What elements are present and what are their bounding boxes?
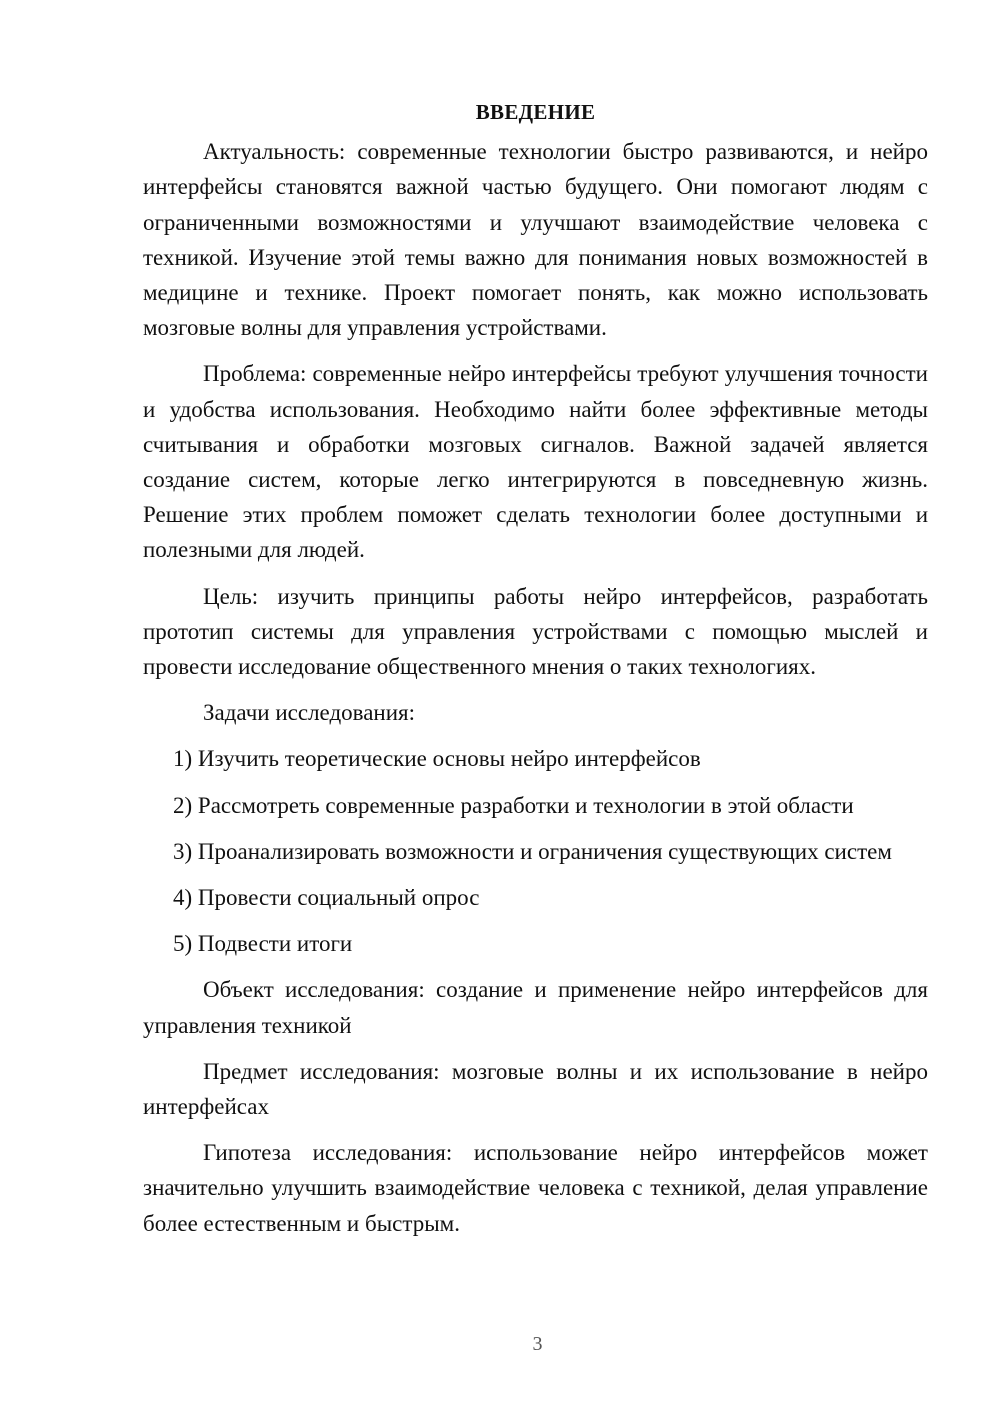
relevance-paragraph: Актуальность: современные технологии быстро развиваются, и нейро интерфейсы становятся важной частью будущего. Они помогают людям с ограниченными возможностями и улучшают взаимодействие человека с техникой. Изучение этой темы важно для понимания новых возможностей в медицине и технике. Проект помогает понять, как можно использовать мозговые волны для управления устройствами. xyxy=(143,139,928,341)
object-paragraph: Объект исследования: создание и применение нейро интерфейсов для управления техникой xyxy=(143,977,928,1038)
page-title: ВВЕДЕНИЕ xyxy=(475,100,596,124)
task-item-5: 5) Подвести итоги xyxy=(173,931,353,957)
subject-paragraph: Предмет исследования: мозговые волны и их использование в нейро интерфейсах xyxy=(143,1058,928,1120)
problem-paragraph: Проблема: современные нейро интерфейсы требуют улучшения точности и удобства использования. Необходимо найти более эффективные методы считывания и обработки мозговых сигналов. Важной задачей является создание систем, которые легко интегрируются в повседневную жизнь. Решение этих проблем поможет сделать технологии более доступными и полезными для людей. xyxy=(143,361,928,563)
document-page xyxy=(143,95,928,1252)
tasks-heading: Задачи исследования: xyxy=(203,700,416,726)
hypothesis-paragraph: Гипотеза исследования: использование нейро интерфейсов может значительно улучшить взаимодействие человека с техникой, делая управление более естественным и быстрым. xyxy=(143,1140,928,1236)
page-number: 3 xyxy=(532,1333,543,1355)
task-item-4: 4) Провести социальный опрос xyxy=(173,885,480,911)
goal-paragraph: Цель: изучить принципы работы нейро интерфейсов, разработать прототип системы для управления устройствами с помощью мыслей и провести исследование общественного мнения о таких технологиях. xyxy=(143,583,928,680)
task-item-1: 1) Изучить теоретические основы нейро интерфейсов xyxy=(173,746,701,772)
task-item-3: 3) Проанализировать возможности и ограничения существующих систем xyxy=(173,838,892,864)
task-item-2: 2) Рассмотреть современные разработки и технологии в этой области xyxy=(173,792,854,818)
tasks-list xyxy=(143,741,928,961)
